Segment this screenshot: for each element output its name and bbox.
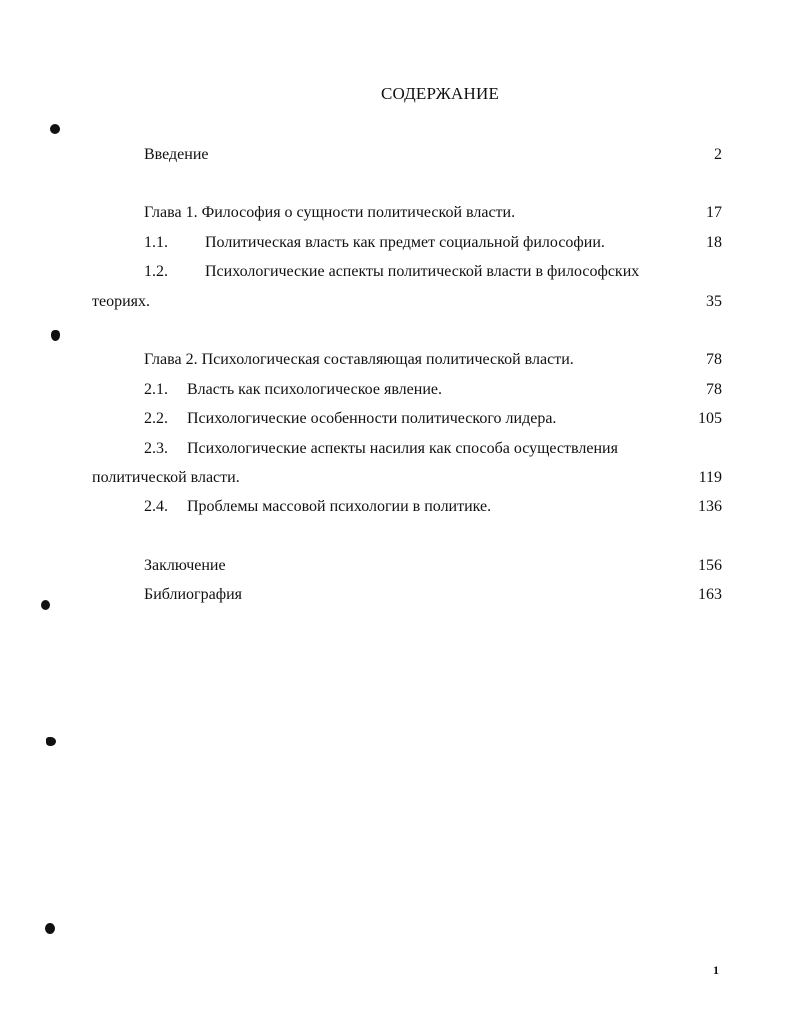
punch-mark <box>45 923 55 934</box>
toc-entry-chapter-2: Глава 2. Психологическая составляющая политической власти. <box>144 351 574 368</box>
punch-mark <box>50 124 60 134</box>
toc-section-number: 1.1. <box>144 234 168 251</box>
toc-section-number: 2.3. <box>144 440 168 457</box>
toc-page-chapter-2: 78 <box>706 351 722 368</box>
punch-mark <box>51 330 60 341</box>
toc-entry-section-2-3: Психологические аспекты насилия как способа осуществления <box>187 440 618 457</box>
toc-entry-bibliography: Библиография <box>144 586 242 603</box>
punch-mark <box>41 600 50 610</box>
toc-page-section-2-3: 119 <box>698 469 722 486</box>
toc-entry-section-2-3-cont: политической власти. <box>92 469 240 486</box>
toc-section-number: 2.4. <box>144 498 168 515</box>
toc-page-section-2-4: 136 <box>698 498 722 515</box>
toc-page-section-1-1: 18 <box>706 234 722 251</box>
toc-entry-chapter-1: Глава 1. Философия о сущности политической власти. <box>144 204 516 221</box>
toc-entry-section-2-4: Проблемы массовой психологии в политике. <box>187 498 492 515</box>
toc-section-number: 1.2. <box>144 263 168 280</box>
toc-entry-section-1-1: Политическая власть как предмет социальной философии. <box>205 234 605 251</box>
toc-section-number: 2.2. <box>144 410 168 427</box>
toc-page-section-1-2: 35 <box>706 293 722 310</box>
toc-page-intro: 2 <box>714 146 722 163</box>
toc-entry-section-2-1: Власть как психологическое явление. <box>187 381 442 398</box>
toc-page-section-2-1: 78 <box>706 381 722 398</box>
page-title: СОДЕРЖАНИЕ <box>380 84 500 103</box>
toc-entry-conclusion: Заключение <box>144 557 226 574</box>
toc-page-conclusion: 156 <box>698 557 722 574</box>
punch-mark <box>46 737 56 746</box>
toc-entry-section-2-2: Психологические особенности политического лидера. <box>187 410 557 427</box>
toc-entry-section-1-2: Психологические аспекты политической власти в философских <box>205 263 640 280</box>
toc-entry-intro: Введение <box>144 146 209 163</box>
toc-entry-section-1-2-cont: теориях. <box>92 293 151 310</box>
toc-page-bibliography: 163 <box>698 586 722 603</box>
toc-page-section-2-2: 105 <box>698 410 722 427</box>
toc-section-number: 2.1. <box>144 381 168 398</box>
toc-page-chapter-1: 17 <box>706 204 722 221</box>
page-number: 1 <box>713 963 719 977</box>
